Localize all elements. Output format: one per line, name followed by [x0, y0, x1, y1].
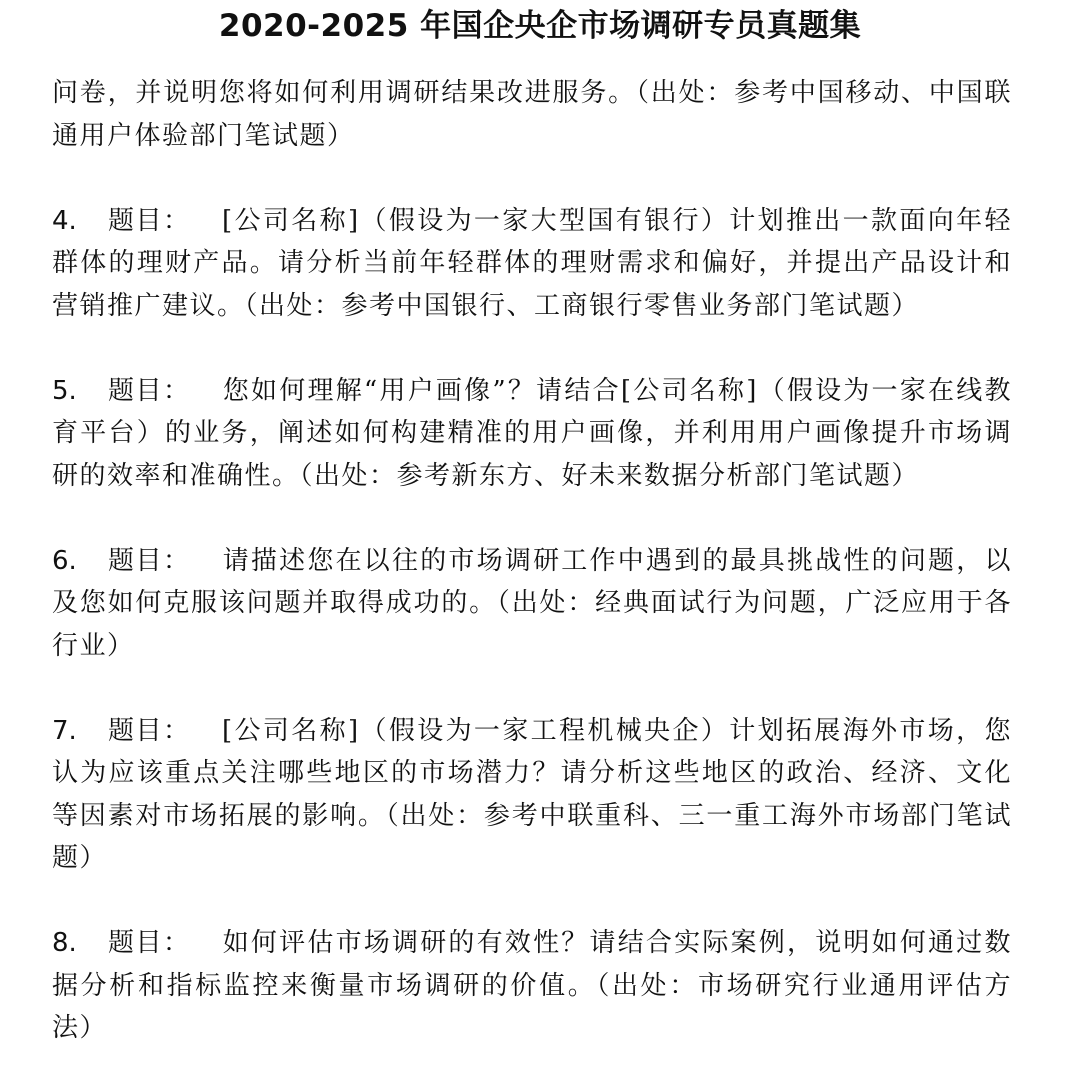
- question-number: 5.: [52, 375, 77, 406]
- question-text: 您如何理解“用户画像”？请结合[公司名称]（假设为一家在线教育平台）的业务，阐述如何构建精准的用户画像，并利用用户画像提升市场调研的效率和准确性。（出处：参考新东方、好未来数据分析部门笔试题）: [52, 375, 1012, 491]
- question-text: 请描述您在以往的市场调研工作中遇到的最具挑战性的问题，以及您如何克服该问题并取得成功的。（出处：经典面试行为问题，广泛应用于各行业）: [52, 545, 1012, 661]
- question-text: [公司名称]（假设为一家工程机械央企）计划拓展海外市场，您认为应该重点关注哪些地区的市场潜力？请分析这些地区的政治、经济、文化等因素对市场拓展的影响。（出处：参考中联重科、三一重工海外市场部门笔试题）: [52, 715, 1012, 873]
- question-number: 8.: [52, 928, 77, 958]
- document-body: [52, 72, 1012, 1092]
- continuation-paragraph: 问卷，并说明您将如何利用调研结果改进服务。（出处：参考中国移动、中国联通用户体验部门笔试题）: [52, 78, 1012, 151]
- question-6: [52, 540, 1012, 668]
- question-7: [52, 710, 1012, 880]
- question-5: [52, 370, 1012, 498]
- question-text: 如何评估市场调研的有效性？请结合实际案例，说明如何通过数据分析和指标监控来衡量市场调研的价值。（出处：市场研究行业通用评估方法）: [52, 928, 1012, 1043]
- question-4: [52, 200, 1012, 328]
- question-number: 6.: [52, 545, 77, 576]
- question-text: [公司名称]（假设为一家大型国有银行）计划推出一款面向年轻群体的理财产品。请分析当前年轻群体的理财需求和偏好，并提出产品设计和营销推广建议。（出处：参考中国银行、工商银行零售业务部门笔试题）: [52, 205, 1012, 321]
- question-number: 7.: [52, 715, 77, 746]
- question-label: 题目：: [108, 545, 191, 576]
- question-label: 题目：: [108, 715, 191, 746]
- question-label: 题目：: [108, 928, 191, 958]
- page-title: 2020-2025 年国企央企市场调研专员真题集: [218, 8, 862, 44]
- question-number: 4.: [52, 205, 77, 236]
- question-label: 题目：: [108, 205, 191, 236]
- question-label: 题目：: [108, 375, 191, 406]
- question-8: [52, 922, 1012, 1050]
